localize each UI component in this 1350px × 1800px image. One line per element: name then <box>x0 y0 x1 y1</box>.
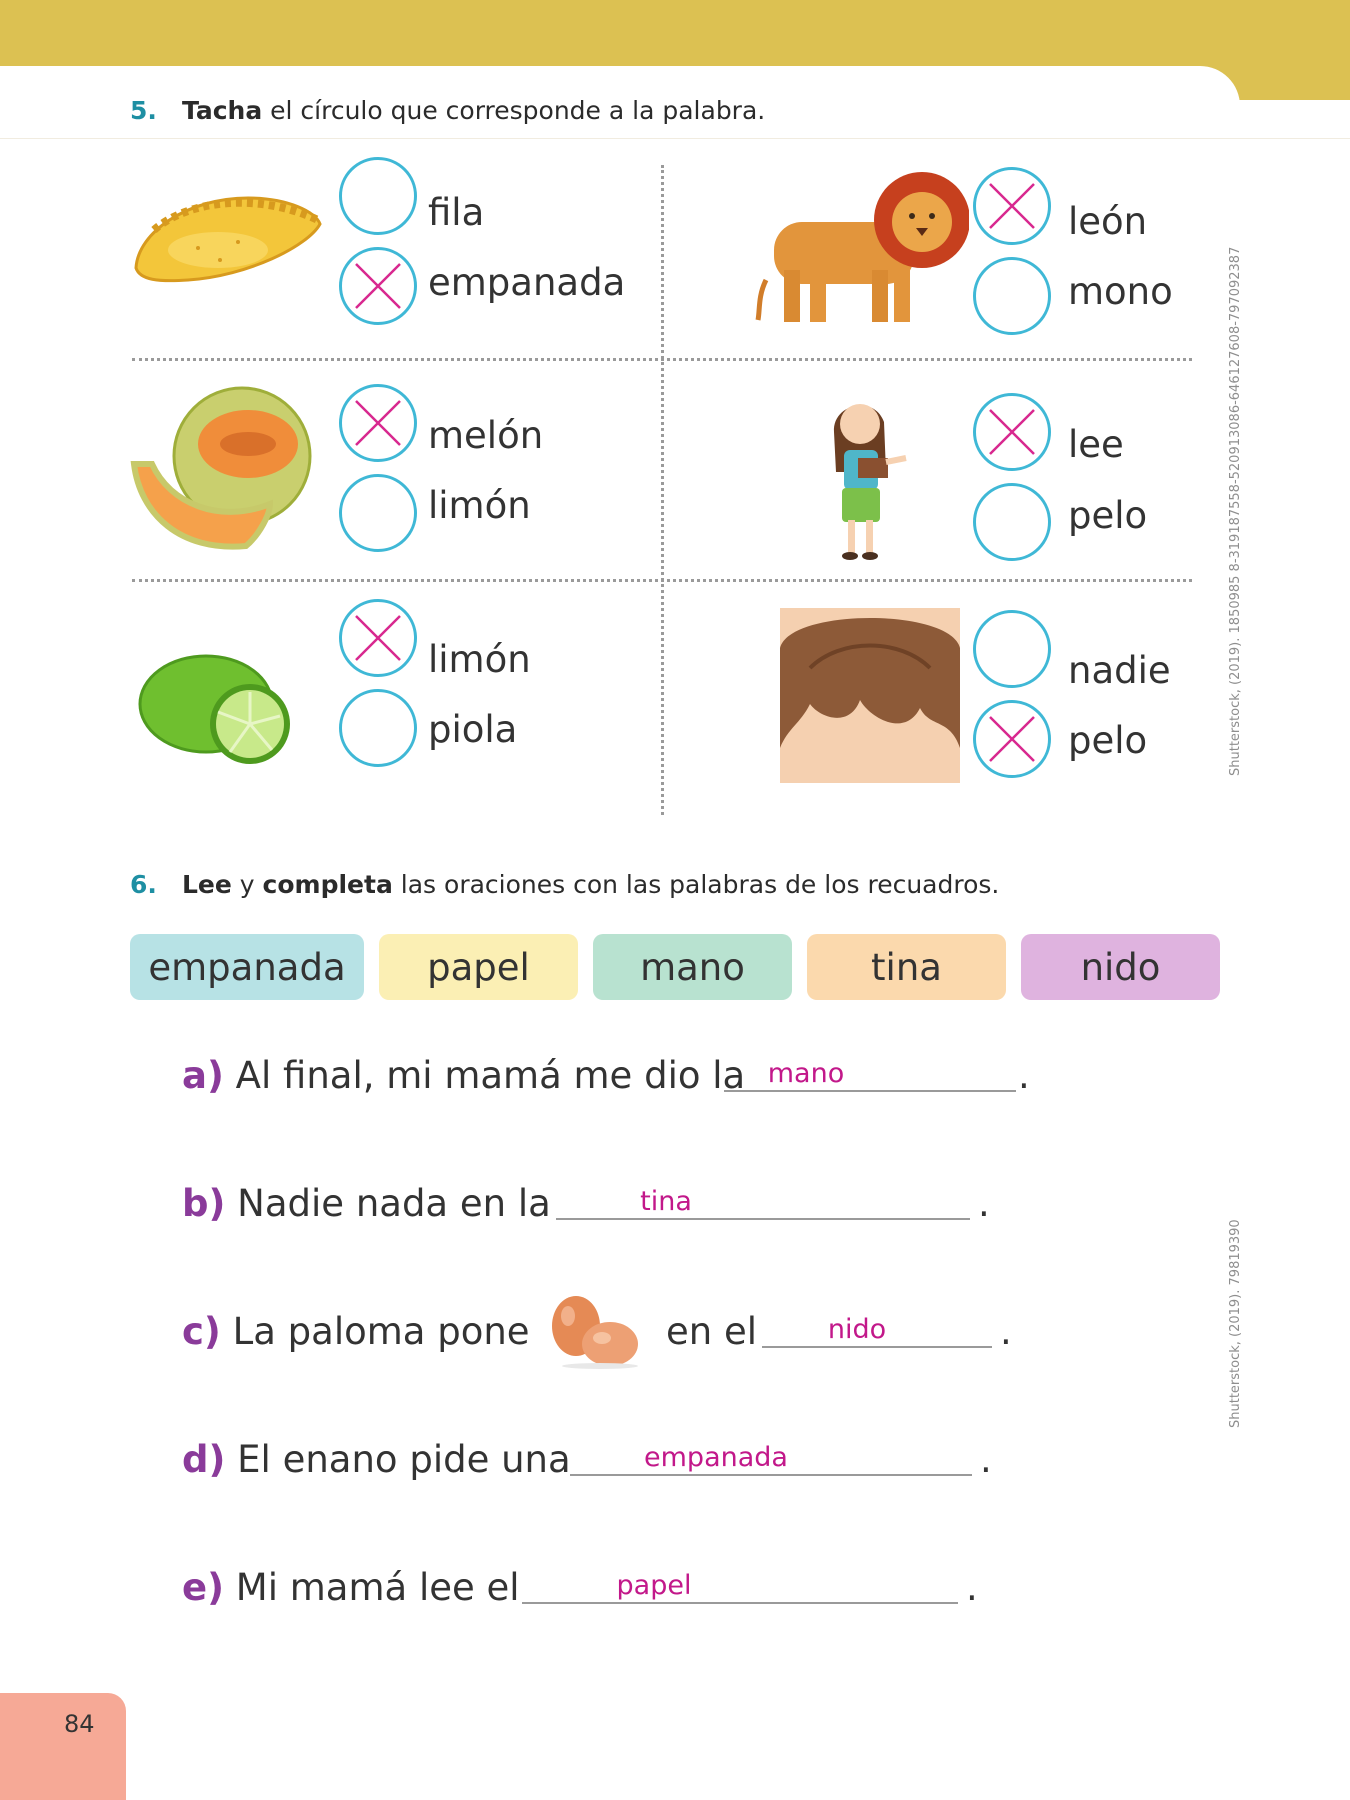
option-circle[interactable] <box>339 157 417 235</box>
cross-mark-icon <box>342 250 414 322</box>
grid-divider-vertical <box>661 165 664 815</box>
instruction-text: el círculo que corresponde a la palabra. <box>262 96 766 125</box>
cross-mark-icon <box>342 387 414 459</box>
sentence-b <box>182 1182 551 1225</box>
option-circle[interactable] <box>973 483 1051 561</box>
period: . <box>1000 1310 1012 1353</box>
hair-icon <box>780 608 960 783</box>
word-chip: mano <box>593 934 792 1000</box>
exercise-number: 6. <box>130 870 157 899</box>
period: . <box>978 1182 990 1225</box>
option-word: empanada <box>428 261 626 304</box>
option-word: león <box>1068 200 1148 243</box>
word-chip: empanada <box>130 934 364 1000</box>
option-circle[interactable] <box>339 689 417 767</box>
period: . <box>1018 1054 1030 1097</box>
sentence-letter: c) <box>182 1310 221 1353</box>
option-circle-checked[interactable] <box>973 700 1051 778</box>
page-number-tab <box>0 1693 126 1800</box>
lime-icon <box>134 652 294 766</box>
option-word: limón <box>428 638 531 681</box>
melon-icon <box>130 384 312 556</box>
answer-text: mano <box>767 1058 845 1089</box>
option-circle-checked[interactable] <box>339 384 417 462</box>
cross-mark-icon <box>976 396 1048 468</box>
instruction-verb: completa <box>262 870 393 899</box>
sentence-a <box>182 1054 745 1097</box>
instruction-verb: Lee <box>182 870 232 899</box>
eggs-icon <box>548 1292 644 1370</box>
option-circle[interactable] <box>973 610 1051 688</box>
exercise-number: 5. <box>130 96 157 125</box>
exercise-5-instruction <box>130 96 765 125</box>
sentence-c <box>182 1310 530 1353</box>
instruction-text: las oraciones con las palabras de los recuadros. <box>392 870 1000 899</box>
grid-divider-horizontal <box>132 358 1192 361</box>
option-circle-checked[interactable] <box>339 247 417 325</box>
word-chip: nido <box>1021 934 1220 1000</box>
answer-text: nido <box>827 1314 887 1345</box>
image-credit: Shutterstock, (2019). 1850985 8-319187558-520913086-646127608-797092387 <box>1228 246 1243 776</box>
option-circle-checked[interactable] <box>973 393 1051 471</box>
lion-icon <box>754 170 969 328</box>
sentence-text: Al final, mi mamá me dio la <box>235 1054 746 1097</box>
cross-mark-icon <box>976 703 1048 775</box>
option-word: limón <box>428 484 531 527</box>
empanada-icon <box>128 190 326 290</box>
reading-girl-icon <box>824 392 908 564</box>
cross-mark-icon <box>976 170 1048 242</box>
answer-text: tina <box>640 1186 692 1217</box>
sentence-text: El enano pide una <box>237 1438 571 1481</box>
sentence-letter: e) <box>182 1566 225 1609</box>
page-number: 84 <box>64 1710 95 1738</box>
header-rule <box>0 138 1350 139</box>
option-word: lee <box>1068 423 1124 466</box>
grid-divider-horizontal <box>132 579 1192 582</box>
sentence-text: Nadie nada en la <box>237 1182 551 1225</box>
option-circle[interactable] <box>339 474 417 552</box>
period: . <box>980 1438 992 1481</box>
word-chip: tina <box>807 934 1006 1000</box>
period: . <box>966 1566 978 1609</box>
instruction-text: y <box>231 870 263 899</box>
option-word: fila <box>428 191 485 234</box>
answer-text: empanada <box>644 1442 788 1473</box>
option-circle-checked[interactable] <box>339 599 417 677</box>
option-word: melón <box>428 414 544 457</box>
image-credit: Shutterstock, (2019). 79819390 <box>1228 1219 1243 1428</box>
sentence-text: Mi mamá lee el <box>235 1566 520 1609</box>
option-circle[interactable] <box>973 257 1051 335</box>
sentence-letter: a) <box>182 1054 224 1097</box>
sentence-letter: d) <box>182 1438 226 1481</box>
answer-text: papel <box>616 1570 692 1601</box>
option-word: nadie <box>1068 649 1171 692</box>
option-word: piola <box>428 708 518 751</box>
sentence-d <box>182 1438 571 1481</box>
option-word: mono <box>1068 270 1173 313</box>
option-circle-checked[interactable] <box>973 167 1051 245</box>
sentence-letter: b) <box>182 1182 226 1225</box>
sentence-text-after: en el <box>666 1310 758 1353</box>
cross-mark-icon <box>342 602 414 674</box>
word-chip: papel <box>379 934 578 1000</box>
option-word: pelo <box>1068 719 1148 762</box>
sentence-text: La paloma pone <box>232 1310 530 1353</box>
sentence-e <box>182 1566 520 1609</box>
exercise-6-instruction <box>130 870 999 899</box>
option-word: pelo <box>1068 494 1148 537</box>
instruction-verb: Tacha <box>182 96 263 125</box>
